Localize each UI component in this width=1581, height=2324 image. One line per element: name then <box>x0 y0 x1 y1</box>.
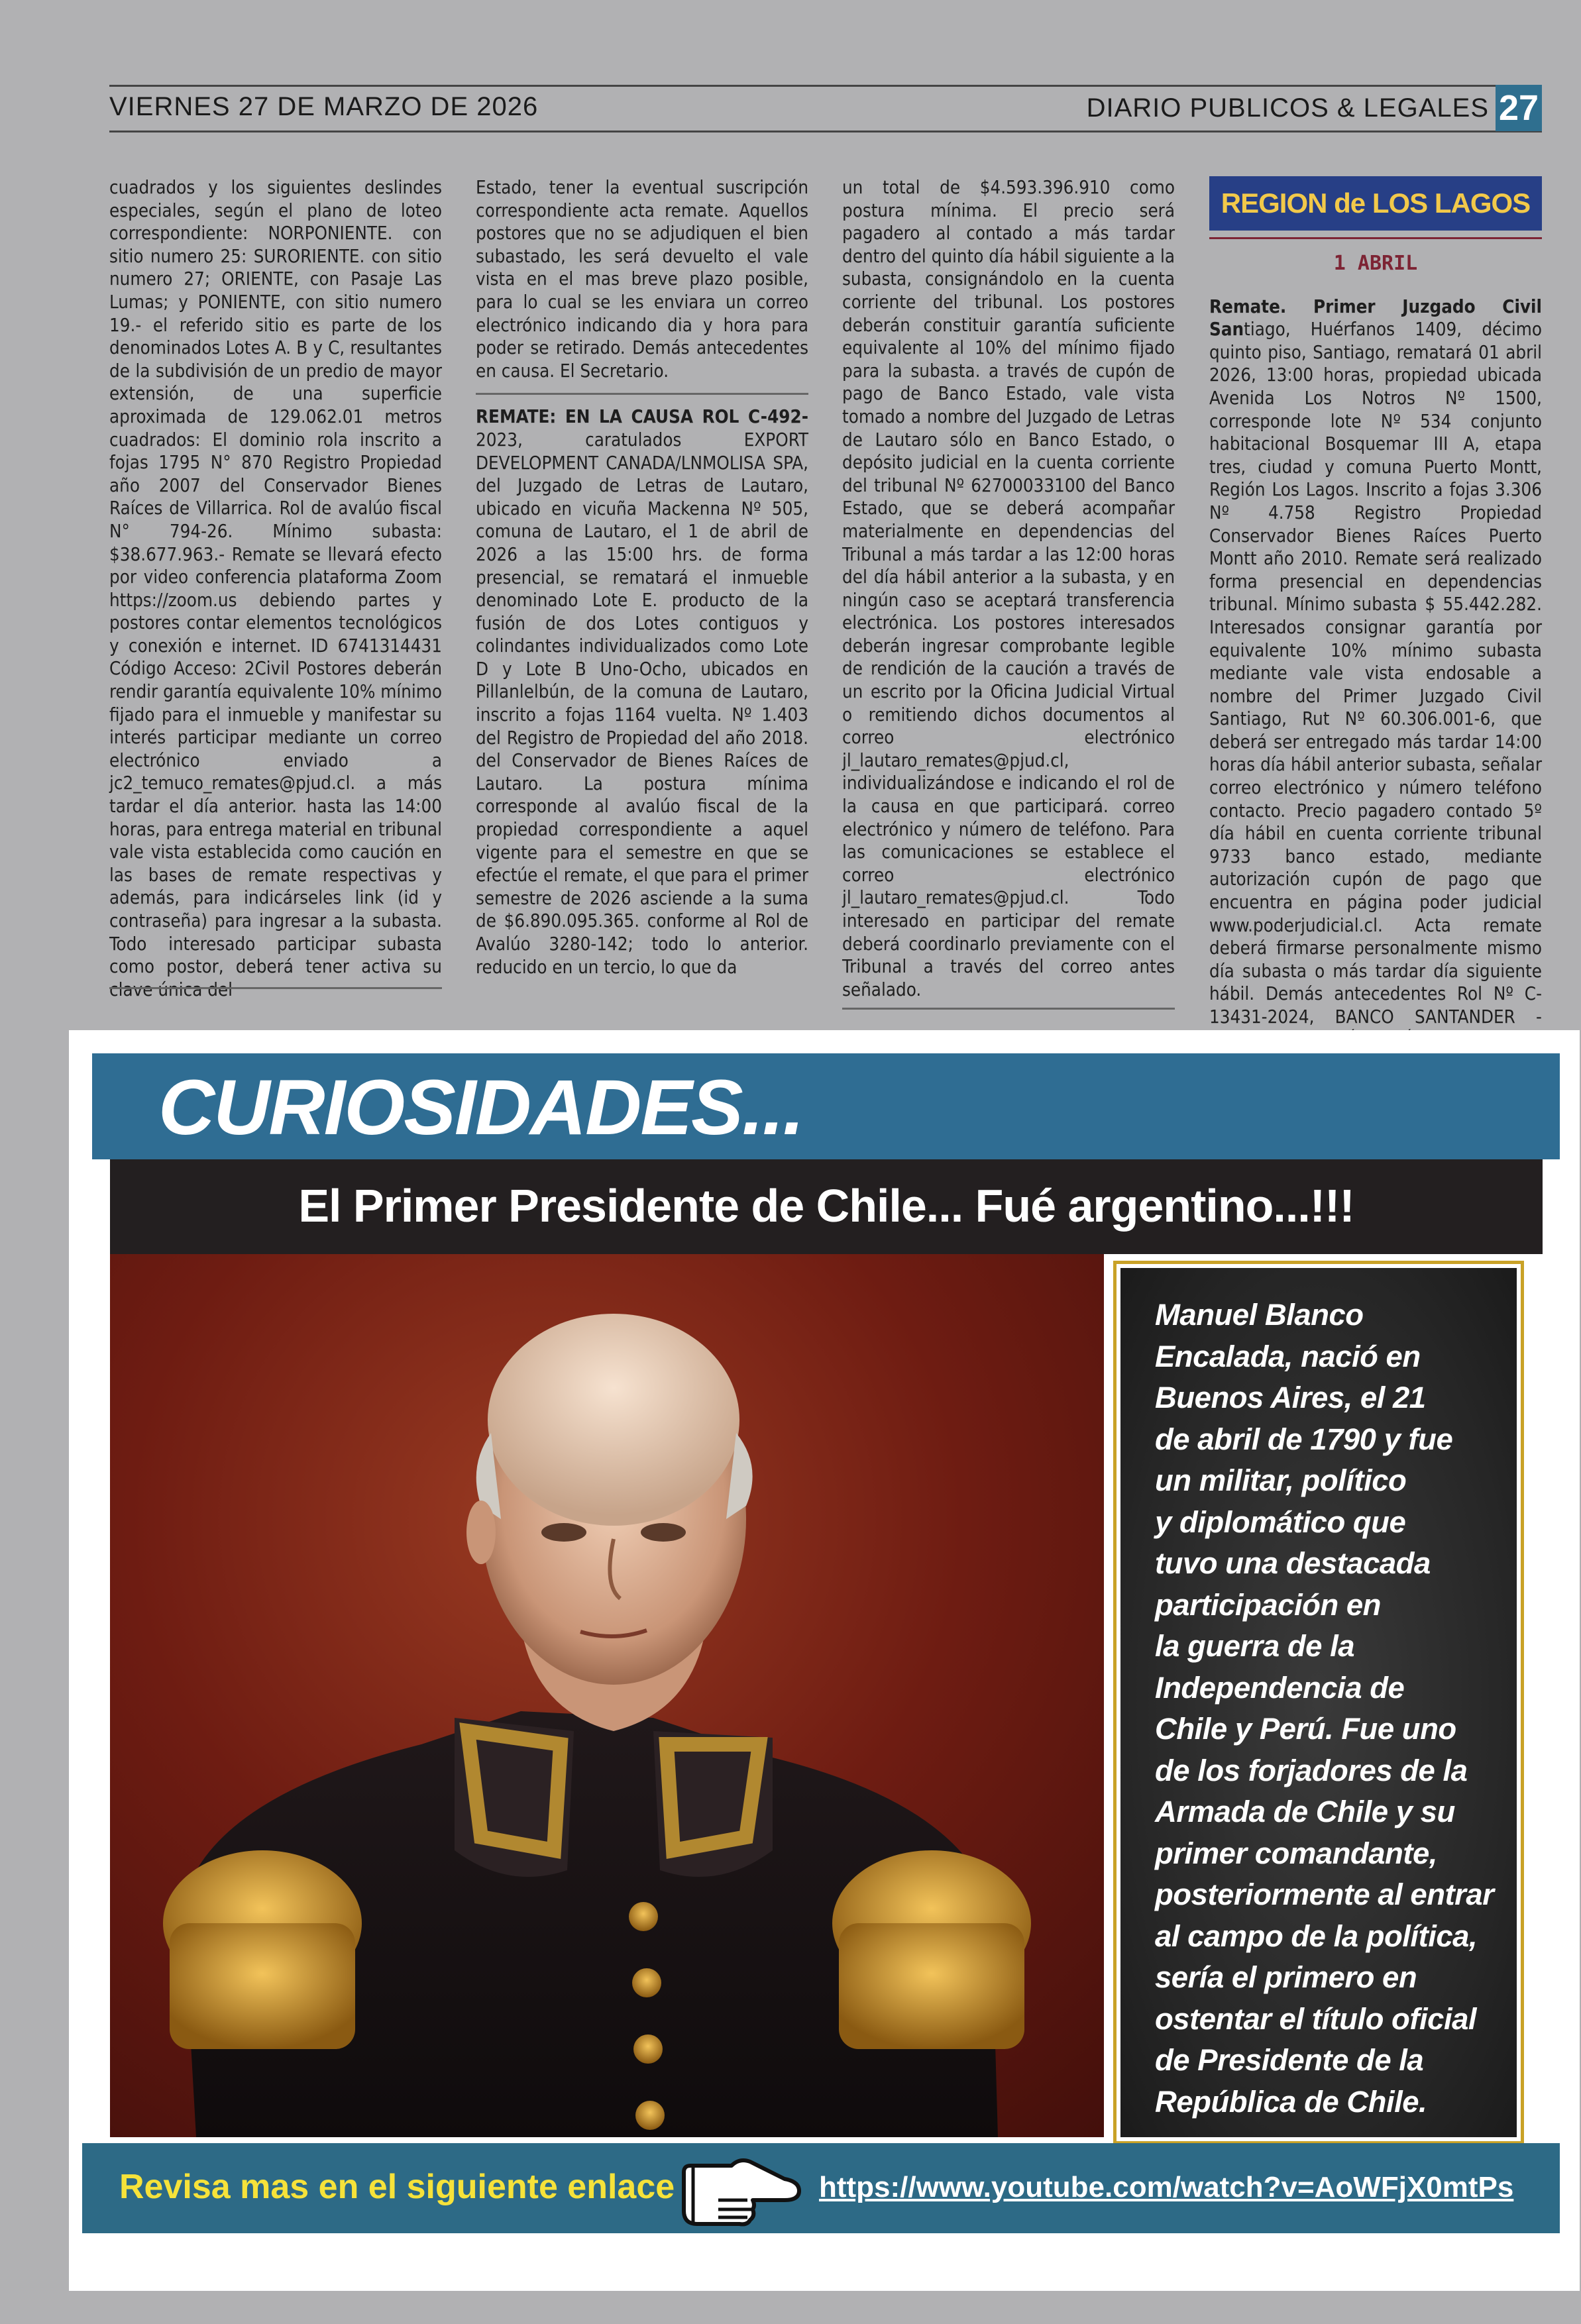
page-header <box>109 85 1542 132</box>
pointing-hand-icon <box>679 2152 804 2227</box>
headline: El Primer Presidente de Chile... Fué argentino...!!! <box>298 1180 1354 1232</box>
header-publication: DIARIO PUBLICOS & LEGALES <box>1086 93 1489 123</box>
youtube-link[interactable]: https://www.youtube.com/watch?v=AoWFjX0mtPs <box>819 2171 1514 2203</box>
notice-text: Estado, tener la eventual suscripción correspondiente acta remate. Aquellos postores que no se adjudiquen el bien subastado, les será devuelto el vale vista en el mas breve plazo posible, para lo cual se les enviara un correo electrónico indicando dia y hora para poder se retirado. Demás antecedentes en causa. El Secretario. <box>476 177 808 382</box>
header-date: VIERNES 27 DE MARZO DE 2026 <box>109 92 539 121</box>
link-band <box>82 2143 1560 2233</box>
notice-text-2 <box>476 405 808 978</box>
auction-date-tag: 1 ABRIL <box>1333 252 1418 275</box>
bio-text: Manuel Blanco Encalada, nació en Buenos Aires, el 21 de abril de 1790 y fue un militar, político y diplomático que tuvo una destacada participación en la guerra de la Independencia de Chile y Perú. Fue uno de los forjadores de la Armada de Chile y su primer comandante, posteriormente al entrar al campo de la política, sería el primero en ostentar el título oficial de Presidente de la República de Chile. <box>1155 1298 1494 2119</box>
legal-notice-column-4 <box>1209 176 1542 1071</box>
legal-notice-column-2 <box>476 176 808 978</box>
notice-divider <box>476 393 808 395</box>
bio-chalkboard <box>1120 1268 1517 2137</box>
notice-text: cuadrados y los siguientes deslindes especiales, según el plano de loteo correspondiente: NORPONIENTE. con sitio numero 25: SURORIENTE. con sitio numero 27; ORIENTE, con Pasaje Las Lumas; y PONIENTE, con sitio numero 19.- el referido sitio es parte de los denominados Lotes A. B y C, resultantes de la subdivisión de un predio de mayor extensión, de una superficie aproximada de 129.062.01 metros cuadrados: El dominio rola inscrito a fojas 1795 N° 870 Registro Propiedad año 2007 del Conservador Bienes Raíces de Villarrica. Rol de avalúo fiscal N° 794-26. Mínimo subasta: $38.677.963.- Remate se llevará efecto por video conferencia plataforma Zoom https://zoom.us debiendo partes y postores contar elementos tecnológicos y conexión e internet. ID 6741314431 Código Acceso: 2Civil Postores deberán rendir garantía equivalente 10% mínimo fijado para el inmueble y manifestar su interés participar mediante un correo electrónico enviado a jc2_temuco_remates@pjud.cl. a más tardar el día anterior. hasta las 14:00 horas, para entrega material en tribunal vale vista establecida como caución en las bases de remate respectivas y además, para indicárseles link (id y contraseña) para ingresar a la subasta. Todo interesado participar subasta como postor, deberá tener activa su clave única del <box>109 177 443 1000</box>
headline-band <box>110 1159 1543 1254</box>
link-label: Revisa mas en el siguiente enlace <box>119 2168 675 2206</box>
notice-heading: Remate. Primer Juzgado Civil San <box>1209 295 1542 341</box>
notice-body: tiago, Huérfanos 1409, décimo quinto piso, Santiago, rematará 01 abril 2026, 13:00 horas, propiedad ubicada Avenida Los Notros Nº 1500, corresponde lote Nº 534 conjunto habitacional Bosquemar III A, etapa tres, ciudad y comuna Puerto Montt, Región Los Lagos. Inscrito a fojas 3.306 Nº 4.758 Registro Propiedad Conservador Bienes Raíces Puerto Montt año 2010. Remate será realizado forma presencial en dependencias tribunal. Mínimo subasta $ 55.442.282. Interesados consignar garantía por equivalente 10% mínimo subasta mediante vale vista endosable a nombre del Primer Juzgado Civil Santiago, Rut Nº 60.306.001-6, que deberá ser entregado más tardar 14:00 horas día hábil anterior subasta, señalar correo electrónico y número teléfono contacto. Precio pagadero contado 5º día hábil en cuenta corriente tribunal 9733 banco estado, mediante autorización cupón de pago que encuentra en página poder judicial www.poderjudicial.cl. Acta remate deberá firmarse personalmente mismo día subasta o más tardar día siguiente hábil. Demás antecedentes Rol Nº C-13431-2024, BANCO SANTANDER - <box>1209 319 1542 1028</box>
notice-body: 2023, caratulados EXPORT DEVELOPMENT CANADA/LNMOLISA SPA, del Juzgado de Letras de Lautaro, ubicado en vicuña Mackenna Nº 505, comuna de Lautaro, el 1 de abril de 2026 a las 15:00 hrs. de forma presencial, se rematará el inmueble denominado Lote E. producto de la fusión de dos Lotes contiguos y colindantes individualizados como Lote D y Lote B Uno-Ocho, ubicados en Pillanlelbún, de la comuna de Lautaro, inscrito a fojas 1164 vuelta. Nº 1.403 del Registro de Propiedad del año 2018. del Conservador de Bienes Raíces de Lautaro. La postura mínima corresponde al avalúo fiscal de la propiedad correspondiente a aquel vigente para el semestre en que se efectúe el remate, el que para el primer semestre de 2026 asciende a la suma de $6.890.095.365. conforme al Rol de Avalúo 3280-142; todo lo anterior. reducido en un tercio, lo que da <box>476 429 808 978</box>
portrait-illustration <box>110 1254 1203 2137</box>
region-divider <box>1209 237 1542 239</box>
column-divider <box>109 987 442 989</box>
notice-heading: REMATE: EN LA CAUSA ROL C-492- <box>476 406 808 428</box>
bio-box <box>1104 1254 1543 2145</box>
column-divider <box>842 1008 1175 1010</box>
curiosidades-panel <box>69 1030 1580 2291</box>
notice-text <box>1209 295 1542 1052</box>
curiosidades-band <box>92 1053 1560 1159</box>
legal-notice-column-3 <box>842 176 1175 1020</box>
portrait-image <box>110 1254 1203 2137</box>
curiosidades-title: CURIOSIDADES... <box>158 1064 804 1151</box>
region-banner: REGION de LOS LAGOS <box>1209 176 1542 231</box>
page-number: 27 <box>1496 85 1542 131</box>
notice-text: un total de $4.593.396.910 como postura mínima. El precio será pagadero al contado a más tardar dentro del quinto día hábil siguiente a la subasta, consignándolo en la cuenta corriente del tribunal. Los postores deberán constituir garantía suficiente equivalente al 10% del mínimo fijado para la subasta. a través de cupón de pago de Banco Estado, vale vista tomado a nombre del Juzgado de Letras de Lautaro sólo en Banco Estado, o depósito judicial en la cuenta corriente del tribunal Nº 62700033100 del Banco Estado, que se deberá acompañar materialmente en dependencias del Tribunal a más tardar a las 12:00 horas del día hábil anterior a la subasta, y en ningún caso se aceptará transferencia electrónica. Los postores interesados deberán ingresar comprobante legible de rendición de la caución a través de un escrito por la Oficina Judicial Virtual o remitiendo dichos documentos al correo electrónico jl_lautaro_remates@pjud.cl, individualizándose e indicando el rol de la causa en que participará. correo electrónico y número de teléfono. Para las comunicaciones se establece el correo electrónico jl_lautaro_remates@pjud.cl. Todo interesado en participar del remate deberá coordinarlo previamente con el Tribunal a través del correo antes señalado. <box>842 177 1175 1000</box>
legal-notice-column-1 <box>109 176 442 1001</box>
bio-gold-frame <box>1113 1261 1524 2144</box>
